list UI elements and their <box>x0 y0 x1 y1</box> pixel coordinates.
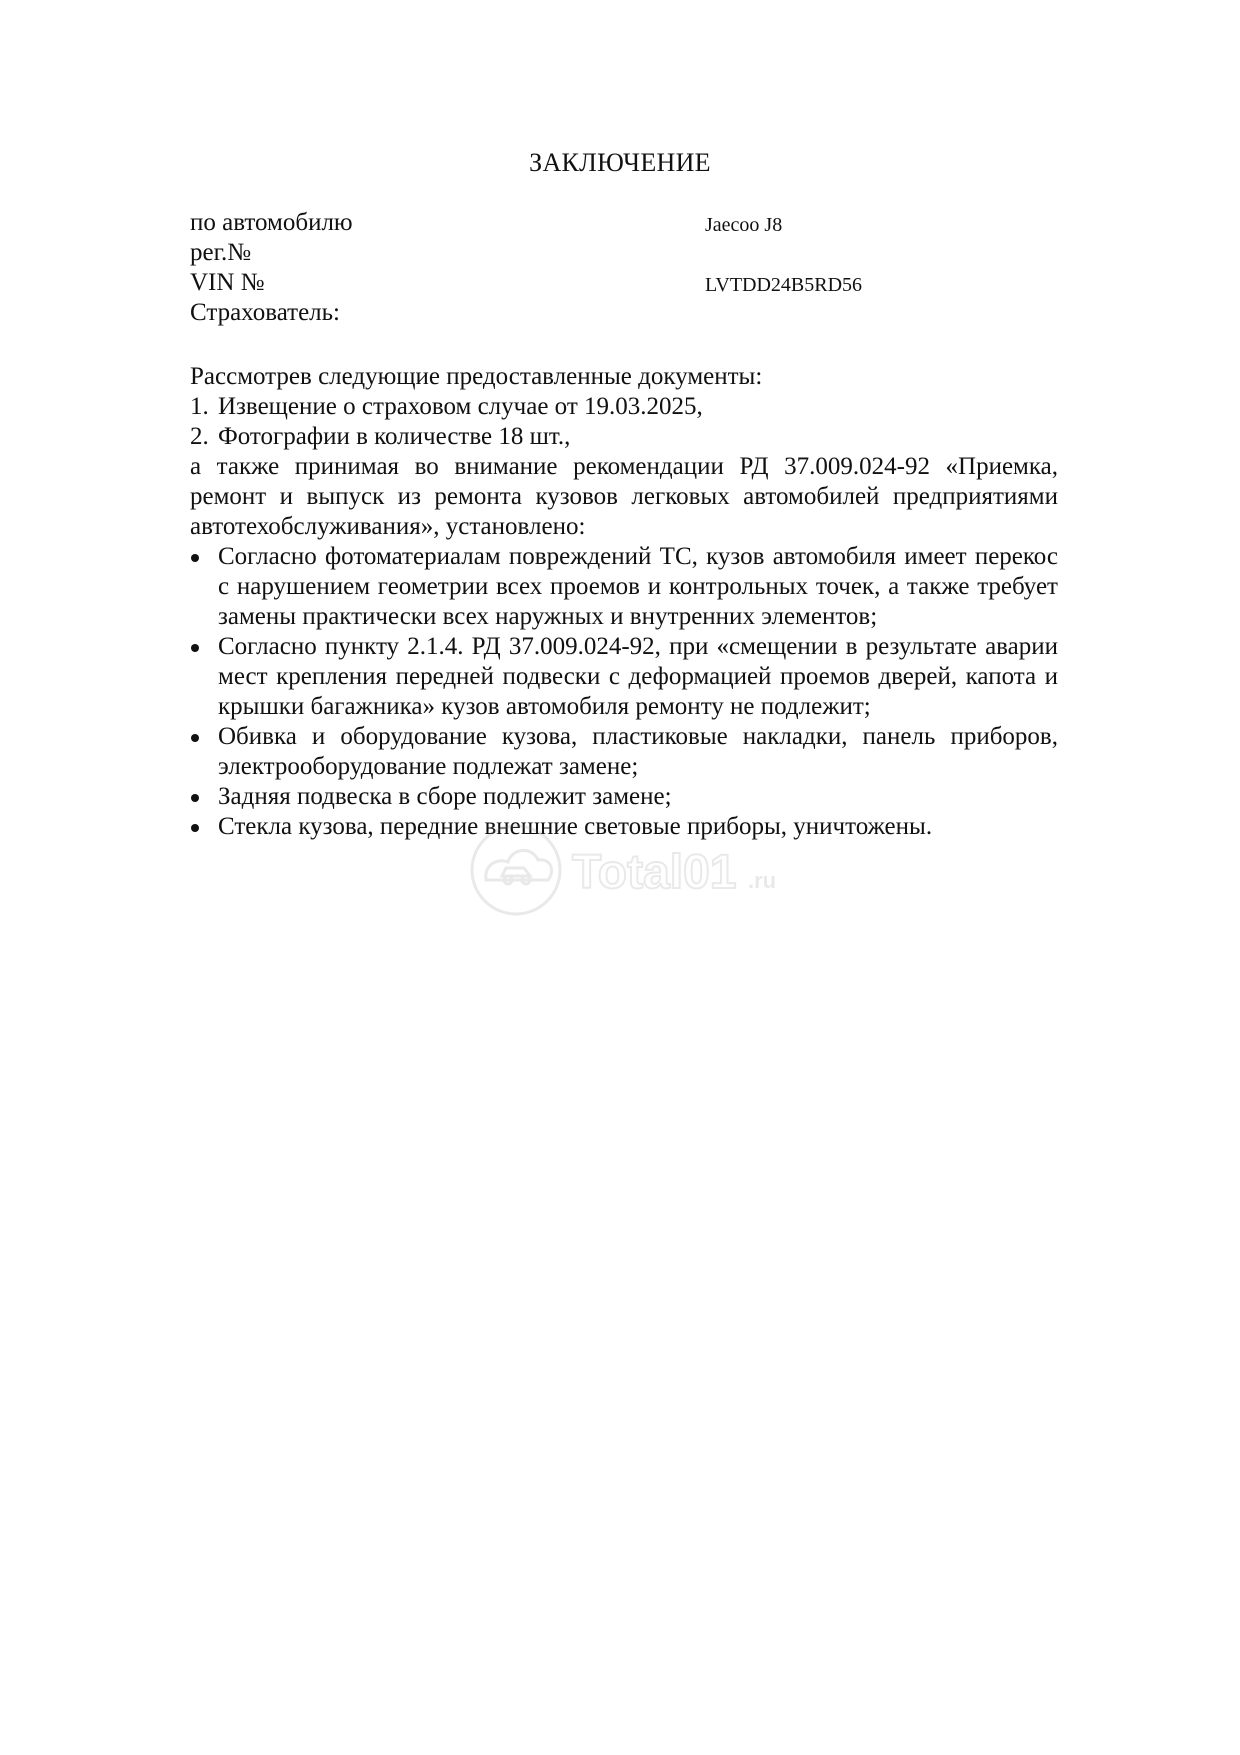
finding-text: Задняя подвеска в сборе подлежит замене; <box>218 783 672 810</box>
list-item <box>190 422 1058 452</box>
field-value-vin: LVTDD24B5RD56 <box>705 274 863 296</box>
watermark-text: Total01 <box>572 846 737 899</box>
list-item-number: 1. <box>190 393 209 420</box>
finding-text: Согласно фотоматериалам повреждений ТС, кузов автомобиля имеет перекос с нарушением геометрии всех проемов и контрольных точек, а также требует замены практически всех наружных и внутренних элементов; <box>218 543 1058 630</box>
watermark-suffix: .ru <box>748 868 777 893</box>
list-item <box>190 722 1058 782</box>
intro-text: Рассмотрев следующие предоставленные документы: <box>190 363 763 390</box>
bullet-icon <box>190 632 218 662</box>
findings-list <box>190 542 1058 842</box>
bullet-icon <box>190 542 218 572</box>
watermark-logo <box>468 818 788 928</box>
list-item-number: 2. <box>190 423 209 450</box>
bullet-icon <box>190 782 218 812</box>
list-item-text: Фотографии в количестве 18 шт., <box>218 423 571 450</box>
document-body <box>190 362 1058 842</box>
finding-text: Обивка и оборудование кузова, пластиковые накладки, панель приборов, электрооборудование подлежат замене; <box>218 723 1058 780</box>
list-item <box>190 632 1058 722</box>
field-label-car: по автомобилю <box>190 209 353 236</box>
field-label-reg: рег.№ <box>190 239 252 266</box>
finding-text: Согласно пункту 2.1.4. РД 37.009.024-92, при «смещении в результате аварии мест крепления передней подвески с деформацией проемов дверей, капота и крышки багажника» кузов автомобиля ремонту не подлежит; <box>218 633 1058 720</box>
documents-list <box>190 392 1058 452</box>
document-title: ЗАКЛЮЧЕНИЕ <box>529 148 711 177</box>
list-item <box>190 392 1058 422</box>
list-item-text: Извещение о страховом случае от 19.03.2025, <box>218 393 703 420</box>
field-value-car: Jaecoo J8 <box>705 214 783 236</box>
bullet-icon <box>190 812 218 842</box>
car-cloud-logo-icon <box>472 826 560 914</box>
list-item <box>190 782 1058 812</box>
recommendation-text: а также принимая во внимание рекомендации РД 37.009.024-92 «Приемка, ремонт и выпуск из ремонта кузовов легковых автомобилей предприятиями автотехобслуживания», установлено: <box>190 453 1058 540</box>
field-label-insurer: Страхователь: <box>190 299 340 326</box>
field-label-vin: VIN № <box>190 269 265 296</box>
list-item <box>190 542 1058 632</box>
finding-text: Стекла кузова, передние внешние световые приборы, уничтожены. <box>218 813 933 840</box>
bullet-icon <box>190 722 218 752</box>
